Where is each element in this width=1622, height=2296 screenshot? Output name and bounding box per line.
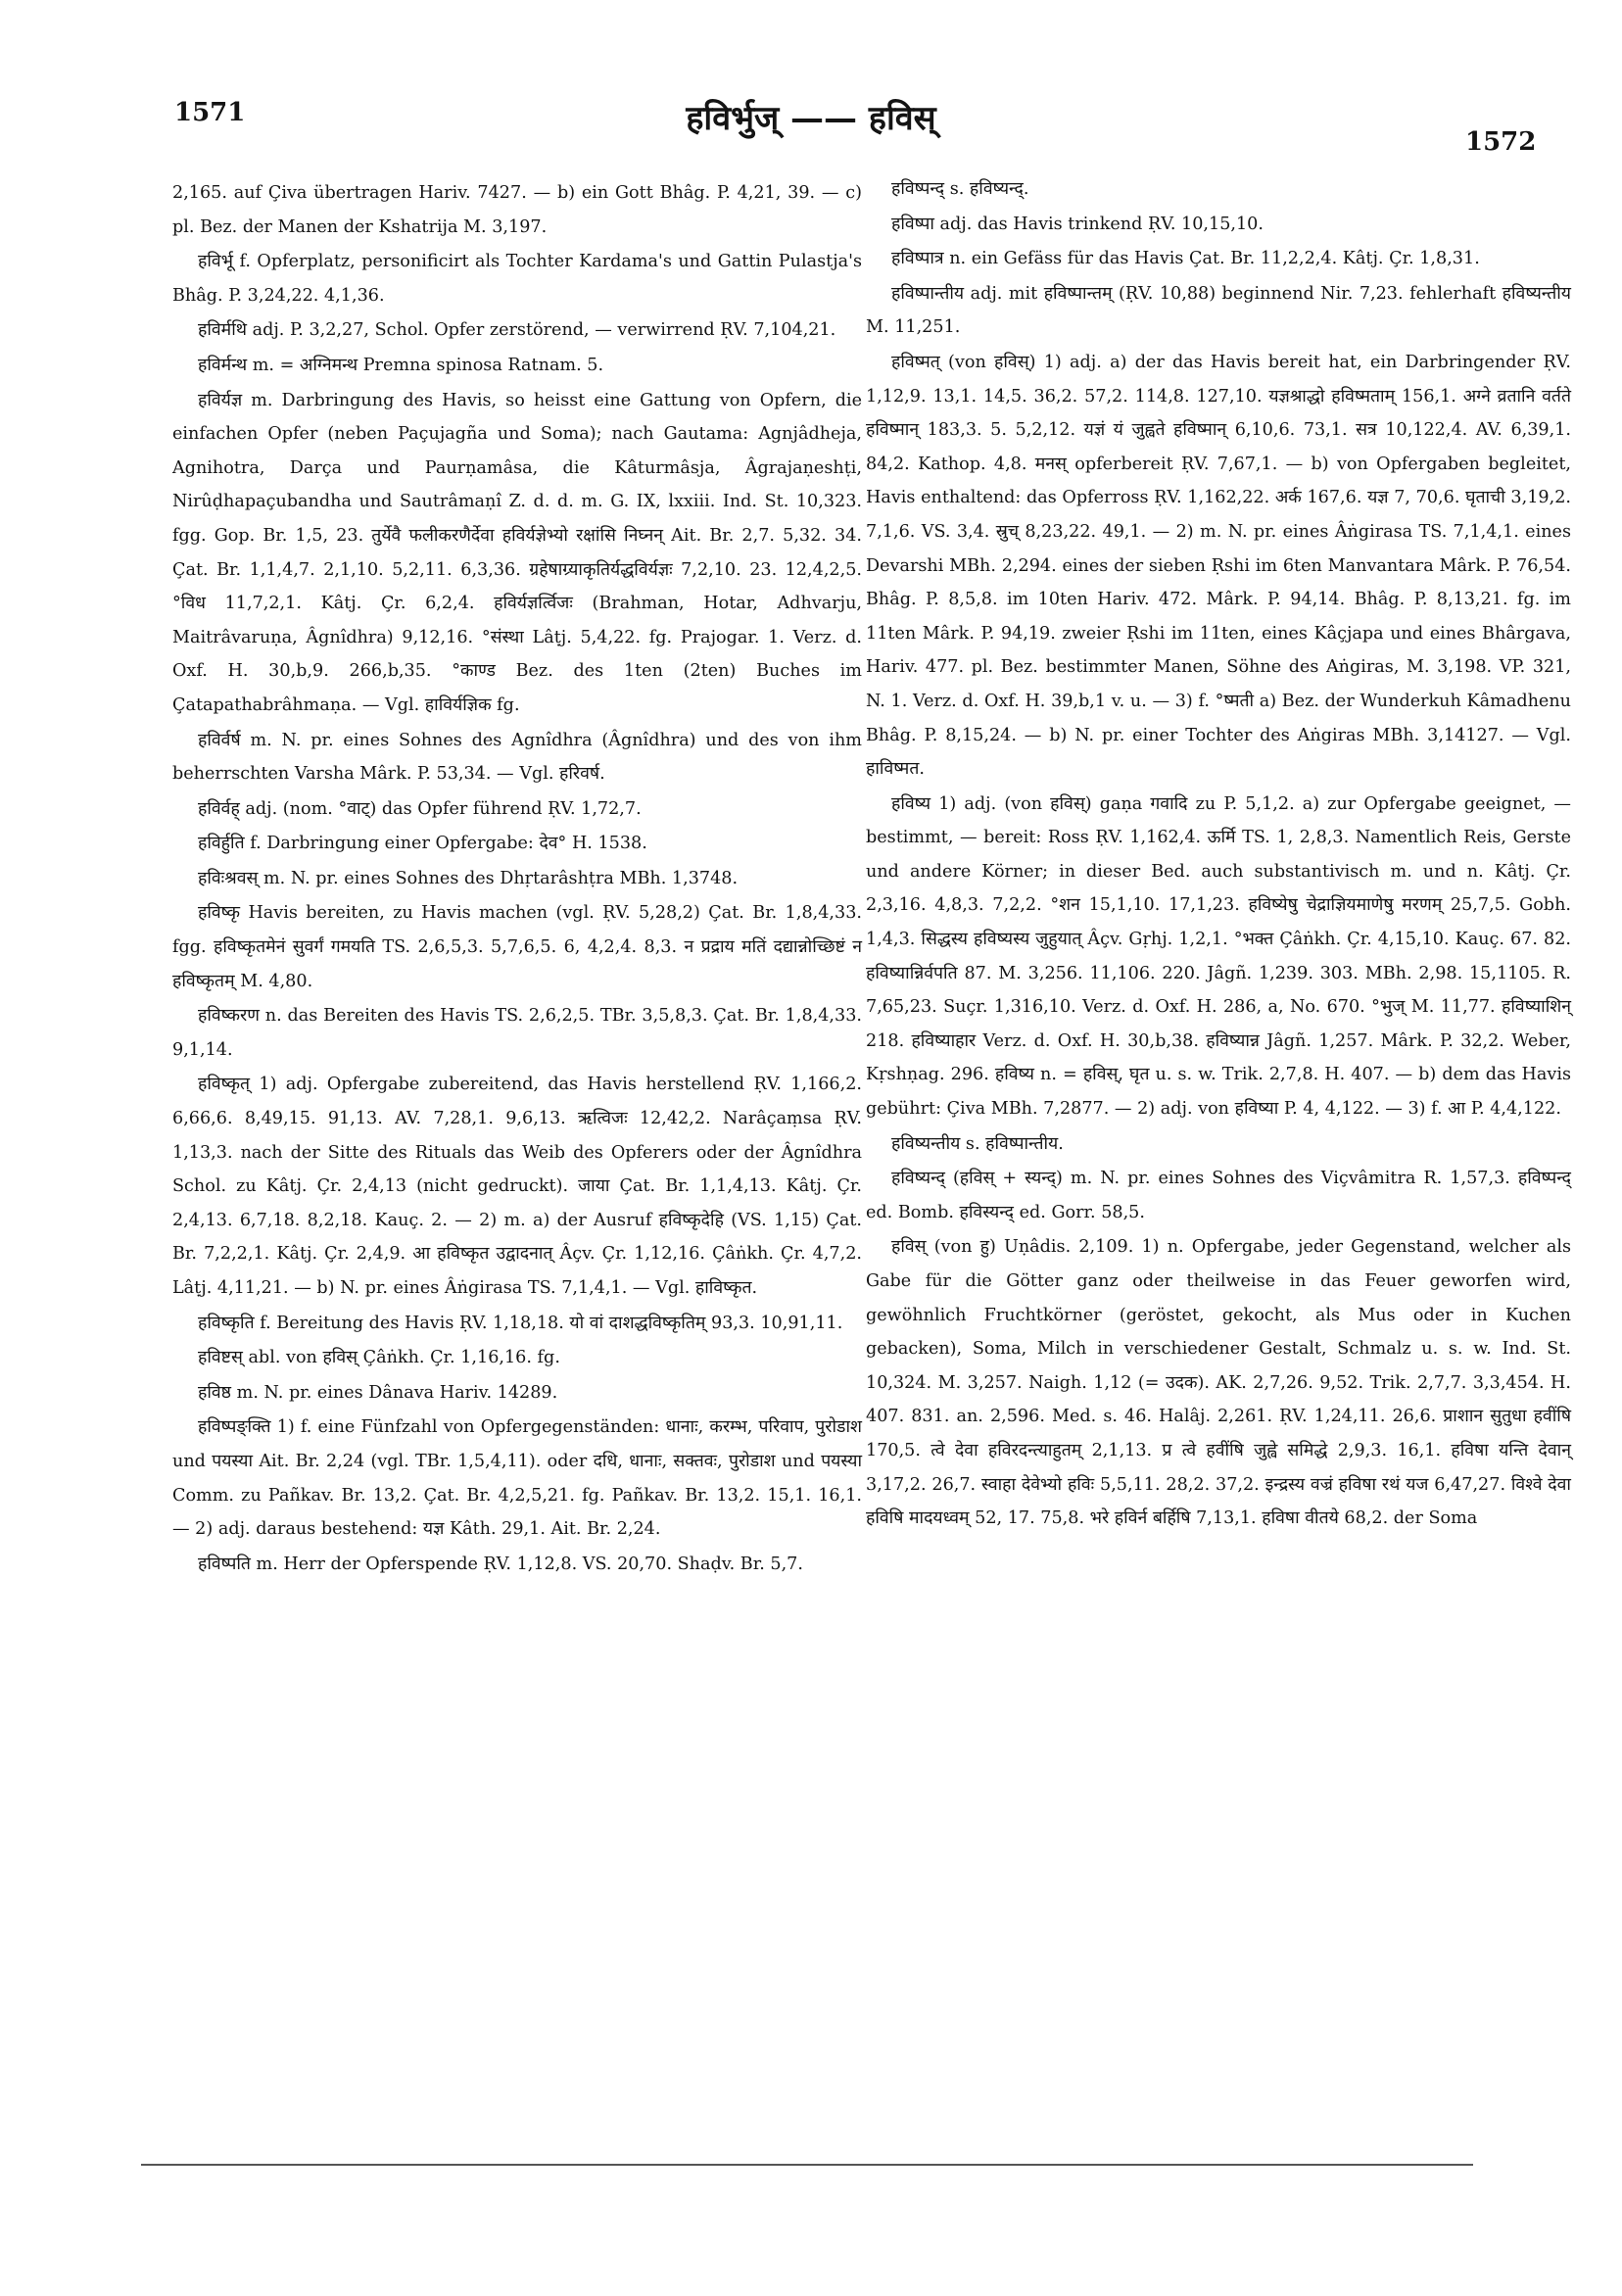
- entry-left-11: हविष्कृत् 1) adj. Opfergabe zubereitend, das Havis herstellend ṚV. 1,166,2. 6,66,6. 8,49,15. 91,13. AV. 7,28,1. 9,6,13. ऋत्विजः 12,42,2. Narâçaṃsa ṚV. 1,13,3. nach der Sitte des Rituals das Weib des Opferers oder der Âgnîdhra Schol. zu Kâtj. Çr. 2,4,13 (nicht gedruckt). जाया Çat. Br. 1,1,4,13. Kâtj. Çr. 2,4,13. 6,7,18. 8,2,18. Kauç. 2. — 2) m. a) der Ausruf हविष्कृदेहि (VS. 1,15) Çat. Br. 7,2,2,1. Kâtj. Çr. 2,4,9. आ हविष्कृत उद्वादनात् Âçv. Çr. 1,12,16. Çâṅkh. Çr. 4,7,2. Lâṭj. 4,11,21. — b) N. pr. eines Âṅgirasa TS. 7,1,4,1. — Vgl. हाविष्कृत.: [172, 1075, 862, 1298]
- entry-left-2: हविर्मथि adj. P. 3,2,27, Schol. Opfer zerstörend, — verwirrend ṚV. 7,104,21.: [198, 320, 836, 341]
- entry-left-0: 2,165. auf Çiva übertragen Hariv. 7427. — b) ein Gott Bhâg. P. 4,21, 39. — c) pl. Bez. der Manen der Kshatrija M. 3,197.: [172, 183, 862, 237]
- entry-right-6: हविष्यन्तीय s. हविष्पान्तीय.: [891, 1133, 1064, 1154]
- left-column: [172, 176, 862, 1582]
- entry-right-1: हविष्पा adj. das Havis trinkend ṚV. 10,15,10.: [891, 214, 1264, 234]
- entry-left-16: हविष्पति m. Herr der Opferspende ṚV. 1,12,8. VS. 20,70. Shaḍv. Br. 5,7.: [198, 1554, 803, 1574]
- entry-left-10: हविष्करण n. das Bereiten des Havis TS. 2,6,2,5. TBr. 3,5,8,3. Çat. Br. 1,8,4,33. 9,1,14.: [172, 1006, 862, 1060]
- entry-left-13: हविष्टस् abl. von हविस् Çâṅkh. Çr. 1,16,16. fg.: [198, 1348, 560, 1368]
- entry-right-5: हविष्य 1) adj. (von हविस्) gaṇa गवादि zu P. 5,1,2. a) zur Opfergabe geeignet, — bestimmt, — bereit: Ross ṚV. 1,162,4. ऊर्मि TS. 1, 2,8,3. Namentlich Reis, Gerste und andere Körner; in dieser Bed. auch substantivisch m. und n. Kâtj. Çr. 2,3,16. 4,8,3. 7,2,2. °शन 15,1,10. 17,1,23. हविष्येषु चेद्राज्ञियमाणेषु मरणम् 25,7,5. Gobh. 1,4,3. सिद्धस्य हविष्यस्य जुहुयात् Âçv. Gṛhj. 1,2,1. °भक्त Çâṅkh. Çr. 4,15,10. Kauç. 67. 82. हविष्यान्निर्वपति 87. M. 3,256. 11,106. 220. Jâgñ. 1,239. 303. MBh. 2,98. 15,1105. R. 7,65,23. Suçr. 1,316,10. Verz. d. Oxf. H. 286, a, No. 670. °भुज् M. 11,77. हविष्याशिन् 218. हविष्याहार Verz. d. Oxf. H. 30,b,38. हविष्यान्न Jâgñ. 1,257. Mârk. P. 32,2. Weber, Kṛshṇag. 296. हविष्य n. = हविस्, घृत u. s. w. Trik. 2,7,8. H. 407. — b) dem das Havis gebührt: Çiva MBh. 7,2877. — 2) adj. von हविष्या P. 4, 4,122. — 3) f. आ P. 4,4,122.: [866, 793, 1571, 1120]
- entry-right-7: हविष्यन्द् (हविस् + स्यन्द्) m. N. pr. eines Sohnes des Viçvâmitra R. 1,57,3. हविष्पन्द् ed. Bomb. हविस्यन्द् ed. Gorr. 58,5.: [866, 1169, 1571, 1222]
- entry-left-14: हविष्ठ m. N. pr. eines Dânava Hariv. 14289.: [198, 1382, 558, 1403]
- entry-right-2: हविष्पात्र n. ein Gefäss für das Havis Çat. Br. 11,2,2,4. Kâtj. Çr. 1,8,31.: [891, 249, 1480, 269]
- page-number-left: 1571: [174, 98, 246, 127]
- entry-left-7: हविर्हुति f. Darbringung einer Opfergabe: देव° H. 1538.: [198, 834, 647, 854]
- entry-left-15: हविष्पङ्क्ति 1) f. eine Fünfzahl von Opfergegenständen: धानाः, करम्भ, परिवाप, पुरोडाश und पयस्या Ait. Br. 2,24 (vgl. TBr. 1,5,4,11). oder दधि, धानाः, सक्तवः, पुरोडाश und पयस्या Comm. zu Pañkav. Br. 13,2. Çat. Br. 4,2,5,21. fg. Pañkav. Br. 13,2. 15,1. 16,1. — 2) adj. daraus bestehend: यज्ञ Kâth. 29,1. Ait. Br. 2,24.: [172, 1417, 862, 1540]
- entry-right-4: हविष्मत् (von हविस्) 1) adj. a) der das Havis bereit hat, ein Darbringender ṚV. 1,12,9. 13,1. 14,5. 36,2. 57,2. 114,8. 127,10. यज्ञश्राद्धो हविष्मताम् 156,1. अग्ने व्रतानि वर्तते हविष्मान् 183,3. 5. 5,2,12. यज्ञं यं जुह्वते हविष्मान् 6,10,6. 73,1. सत्र 10,122,4. AV. 6,39,1. 84,2. Kathop. 4,8. मनस् opferbereit ṚV. 7,67,1. — b) von Opfergaben begleitet, Havis enthaltend: das Opferross ṚV. 1,162,22. अर्क 167,6. यज्ञ 7, 70,6. घृताची 3,19,2. 7,1,6. VS. 3,4. स्रुच् 8,23,22. 49,1. — 2) m. N. pr. eines Âṅgirasa TS. 7,1,4,1. eines Devarshi MBh. 2,294. eines der sieben Ṛshi im 6ten Manvantara Mârk. P. 76,54. Bhâg. P. 8,5,8. im 10ten Hariv. 472. Mârk. P. 94,14. Bhâg. P. 8,13,21. fg. im 11ten Mârk. P. 94,19. zweier Ṛshi im 11ten, eines Kâçjapa und eines Bhârgava, Hariv. 477. pl. Bez. bestimmter Manen, Söhne des Aṅgiras, M. 3,198. VP. 321, N. 1. Verz. d. Oxf. H. 39,b,1 v. u. — 3) f. °ष्मती a) Bez. der Wunderkuh Kâmadhenu Bhâg. P. 8,15,24. — b) N. pr. einer Tochter des Aṅgiras MBh. 3,14127. — Vgl. हाविष्मत.: [866, 352, 1571, 780]
- entry-left-6: हविर्वह् adj. (nom. °वाट्) das Opfer führend ṚV. 1,72,7.: [198, 798, 642, 819]
- entry-right-8: हविस् (von हु) Uṇâdis. 2,109. 1) n. Opfergabe, jeder Gegenstand, welcher als Gabe für die Götter ganz oder theilweise in das Feuer geworfen wird, gewöhnlich Fruchtkörner (geröstet, gekocht, als Mus oder in Kuchen gebacken), Soma, Milch in verschiedener Gestalt, Schmalz u. s. w. Ind. St. 10,324. M. 3,257. Naigh. 1,12 (= उदक). AK. 2,7,26. 9,52. Trik. 2,7,7. 3,3,454. H. 407. 831. an. 2,596. Med. s. 46. Halâj. 2,261. ṚV. 1,24,11. 26,6. प्राशान सुतुधा हवींषि 170,5. त्वे देवा हविरदन्त्याहुतम् 2,1,13. प्र त्वे हवींषि जुह्वे समिद्धे 2,9,3. 16,1. हविषा यन्ति देवान् 3,17,2. 26,7. स्वाहा देवेभ्यो हविः 5,5,11. 28,2. 37,2. इन्द्रस्य वज्रं हविषा रथं यज 6,47,27. विश्वे देवा हविषि मादयध्वम् 52, 17. 75,8. भरे हविर्न बर्हिषि 7,13,1. हविषा वीतये 68,2. der Soma: [866, 1237, 1571, 1529]
- entry-left-9: हविष्कृ Havis bereiten, zu Havis machen (vgl. ṚV. 5,28,2) Çat. Br. 1,8,4,33. fgg. हविष्कृतमेनं सुवर्गं गमयति TS. 2,6,5,3. 5,7,6,5. 6, 4,2,4. 8,3. न प्रद्राय मतिं दद्यान्नोच्छिष्टं न हविष्कृतम् M. 4,80.: [172, 903, 862, 991]
- entry-left-5: हविर्वर्ष m. N. pr. eines Sohnes des Agnîdhra (Âgnîdhra) und des von ihm beherrschten Varsha Mârk. P. 53,34. — Vgl. हरिवर्ष.: [172, 730, 862, 785]
- entry-left-1: हविर्भू f. Opferplatz, personificirt als Tochter Kardama's und Gattin Pulastja's Bhâg. P. 3,24,22. 4,1,36.: [172, 252, 862, 306]
- entry-right-0: हविष्पन्द् s. हविष्यन्द्.: [891, 179, 1029, 199]
- footer-rule: [141, 2164, 1473, 2166]
- entry-left-4: हविर्यज्ञ m. Darbringung des Havis, so heisst eine Gattung von Opfern, die einfachen Opfer (neben Paçujagña und Soma); nach Gautama: Agnjâdheja, Agnihotra, Darça und Paurṇamâsa, die Kâturmâsja, Âgrajaṇeshṭi, Nirûḍhapaçubandha und Sautrâmaṇî Z. d. d. m. G. IX, lxxiii. Ind. St. 10,323. fgg. Gop. Br. 1,5, 23. तुर्येवै फलीकरणैर्देवा हविर्यज्ञेभ्यो रक्षांसि निघ्नन् Ait. Br. 2,7. 5,32. 34. Çat. Br. 1,1,4,7. 2,1,10. 5,2,11. 6,3,36. ग्रहेषाग्र्याकृतिर्यद्धविर्यज्ञः 7,2,10. 23. 12,4,2,5. °विध 11,7,2,1. Kâtj. Çr. 6,2,4. हविर्यज्ञर्त्विजः (Brahman, Hotar, Adhvarju, Maitrâvaruṇa, Âgnîdhra) 9,12,16. °संस्था Lâṭj. 5,4,22. fg. Prajogar. 1. Verz. d. Oxf. H. 30,b,9. 266,b,35. °काण्ड Bez. des 1ten (2ten) Buches im Çatapathabrâhmaṇa. — Vgl. हाविर्यज्ञिक fg.: [172, 390, 862, 715]
- entry-left-3: हविर्मन्थ m. = अग्निमन्थ Premna spinosa Ratnam. 5.: [198, 355, 604, 375]
- entry-right-3: हविष्पान्तीय adj. mit हविष्पान्तम् (ṚV. 10,88) beginnend Nir. 7,23. fehlerhaft हविष्यन्तीय M. 11,251.: [866, 283, 1571, 338]
- running-title: हविर्भुज् —— हविस्: [686, 99, 936, 138]
- entry-left-12: हविष्कृति f. Bereitung des Havis ṚV. 1,18,18. यो वां दाशद्धविष्कृतिम् 93,3. 10,91,11.: [198, 1313, 843, 1333]
- entry-left-8: हविःश्रवस् m. N. pr. eines Sohnes des Dhṛtarâshṭra MBh. 1,3748.: [198, 868, 739, 888]
- page-header: [0, 94, 1622, 157]
- page-number-right: 1572: [1465, 127, 1537, 157]
- right-column: [866, 172, 1571, 1537]
